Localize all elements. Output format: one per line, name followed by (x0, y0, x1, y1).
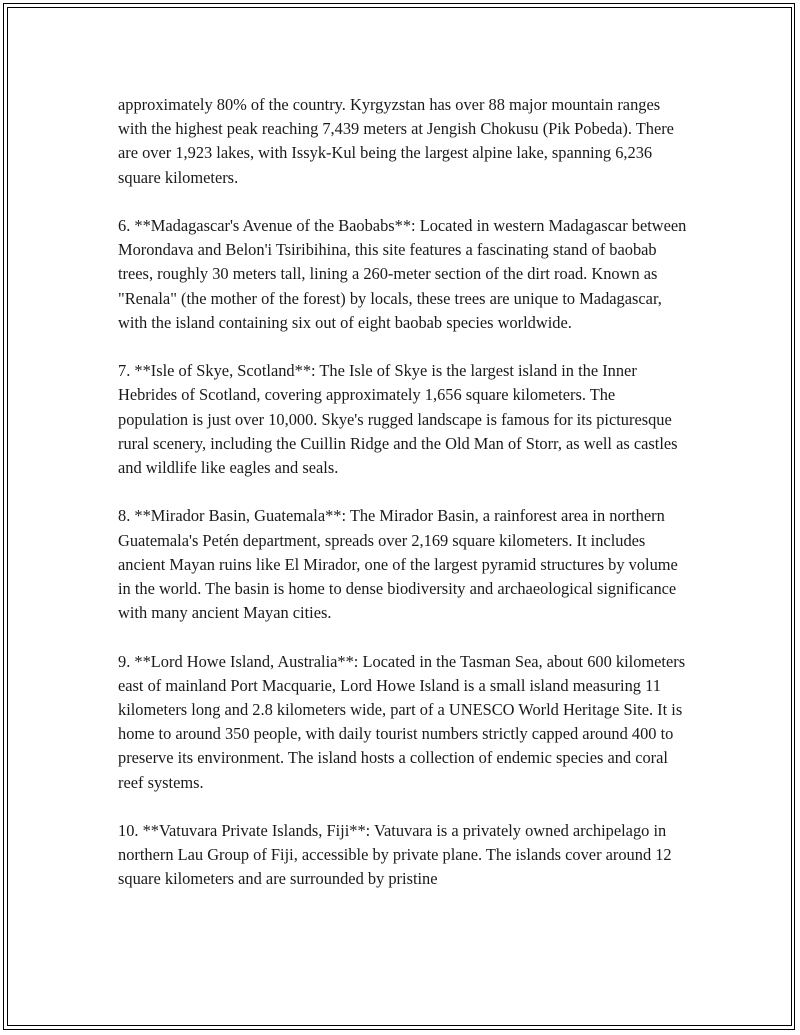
paragraph-isle-of-skye: 7. **Isle of Skye, Scotland**: The Isle of Skye is the largest island in the Inner Hebrides of Scotland, covering approximately 1,656 square kilometers. The population is just over 10,000. Skye's rugged landscape is famous for its picturesque rural scenery, including the Cuillin Ridge and the Old Man of Storr, as well as castles and wildlife like eagles and seals. (118, 361, 678, 478)
paragraph-mirador-basin: 8. **Mirador Basin, Guatemala**: The Mirador Basin, a rainforest area in northern Guatemala's Petén department, spreads over 2,169 square kilometers. It includes ancient Mayan ruins like El Mirador, one of the largest pyramid structures by volume in the world. The basin is home to dense biodiversity and archaeological significance with many ancient Mayan cities. (118, 506, 678, 623)
document-body (118, 93, 688, 916)
paragraph-kyrgyzstan-continued: approximately 80% of the country. Kyrgyzstan has over 88 major mountain ranges with the highest peak reaching 7,439 meters at Jengish Chokusu (Pik Pobeda). There are over 1,923 lakes, with Issyk-Kul being the largest alpine lake, spanning 6,236 square kilometers. (118, 95, 674, 187)
paragraph-lord-howe-island: 9. **Lord Howe Island, Australia**: Located in the Tasman Sea, about 600 kilometers east of mainland Port Macquarie, Lord Howe Island is a small island measuring 11 kilometers long and 2.8 kilometers wide, part of a UNESCO World Heritage Site. It is home to around 350 people, with daily tourist numbers strictly capped around 400 to preserve its environment. The island hosts a collection of endemic species and coral reef systems. (118, 651, 686, 792)
paragraph-vatuvara-islands: 10. **Vatuvara Private Islands, Fiji**: Vatuvara is a privately owned archipelago in northern Lau Group of Fiji, accessible by private plane. The islands cover around 12 square kilometers and are surrounded by pristine (118, 821, 672, 889)
paragraph-madagascar-baobabs: 6. **Madagascar's Avenue of the Baobabs**: Located in western Madagascar between Morondava and Belon'i Tsiribihina, this site features a fascinating stand of baobab trees, roughly 30 meters tall, lining a 260-meter section of the dirt road. Known as "Renala" (the mother of the forest) by locals, these trees are unique to Madagascar, with the island containing six out of eight baobab species worldwide. (118, 216, 687, 332)
